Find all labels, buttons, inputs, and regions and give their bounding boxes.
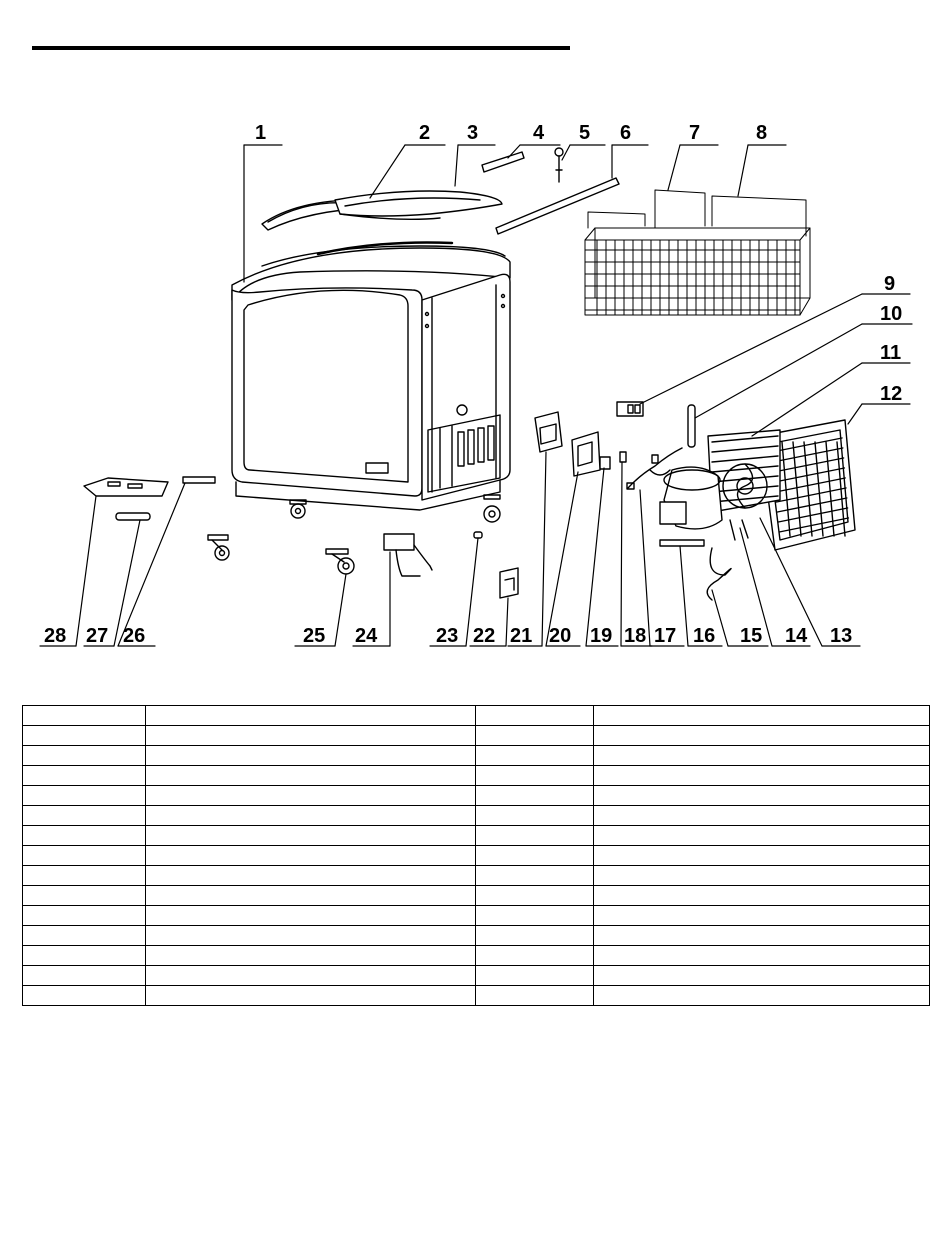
callout-22: 22	[473, 625, 496, 647]
table-cell	[594, 986, 930, 1006]
table-cell	[594, 786, 930, 806]
table-cell	[476, 846, 594, 866]
table-cell	[594, 766, 930, 786]
table-cell	[476, 906, 594, 926]
callout-5: 5	[579, 122, 591, 144]
table-cell	[146, 766, 476, 786]
callout-20: 20	[549, 625, 572, 647]
callout-6: 6	[620, 122, 632, 144]
callout-9: 9	[884, 273, 896, 295]
callout-16: 16	[693, 625, 716, 647]
table-cell	[146, 886, 476, 906]
table-cell	[146, 866, 476, 886]
callout-26: 26	[123, 625, 146, 647]
table-cell	[23, 946, 146, 966]
callout-2: 2	[419, 122, 431, 144]
hinge-bracket	[482, 152, 524, 172]
callout-21: 21	[510, 625, 533, 647]
glass-lids	[262, 191, 502, 230]
mounting-bracket	[572, 432, 600, 476]
table-row	[23, 926, 930, 946]
power-cord	[384, 534, 432, 576]
relay	[620, 452, 626, 462]
table-cell	[23, 866, 146, 886]
table-cell	[594, 946, 930, 966]
table-row	[23, 886, 930, 906]
table-cell	[23, 726, 146, 746]
table-cell	[594, 886, 930, 906]
callout-25: 25	[303, 625, 326, 647]
callout-19: 19	[590, 625, 613, 647]
table-cell	[146, 806, 476, 826]
table-cell	[146, 926, 476, 946]
freezer-cabinet	[232, 242, 510, 522]
foot-rod	[116, 513, 150, 520]
table-cell	[594, 846, 930, 866]
table-cell	[594, 966, 930, 986]
table-cell	[146, 906, 476, 926]
callout-11: 11	[880, 342, 902, 364]
callout-17: 17	[654, 625, 677, 647]
table-cell	[23, 706, 146, 726]
table-cell	[23, 786, 146, 806]
table-cell	[594, 866, 930, 886]
callout-10: 10	[880, 303, 903, 325]
callout-12: 12	[880, 383, 903, 405]
table-cell	[146, 786, 476, 806]
callout-8: 8	[756, 122, 768, 144]
table-row	[23, 966, 930, 986]
sensor-tube	[688, 405, 695, 447]
parts-list-table	[22, 705, 930, 1006]
callout-15: 15	[740, 625, 763, 647]
table-cell	[23, 906, 146, 926]
callout-27: 27	[86, 625, 109, 647]
table-cell	[476, 926, 594, 946]
table-cell	[23, 826, 146, 846]
table-row	[23, 746, 930, 766]
table-row	[23, 906, 930, 926]
loose-caster-1	[208, 535, 229, 560]
table-cell	[594, 826, 930, 846]
small-plug	[474, 532, 482, 538]
table-cell	[146, 746, 476, 766]
table-cell	[476, 886, 594, 906]
callout-4: 4	[533, 122, 545, 144]
table-cell	[146, 846, 476, 866]
callout-13: 13	[830, 625, 853, 647]
table-cell	[594, 806, 930, 826]
table-cell	[594, 906, 930, 926]
table-cell	[476, 766, 594, 786]
table-row	[23, 846, 930, 866]
sliding-rail	[496, 178, 619, 234]
table-cell	[146, 826, 476, 846]
table-cell	[23, 766, 146, 786]
table-row	[23, 766, 930, 786]
table-cell	[146, 946, 476, 966]
callout-24: 24	[355, 625, 378, 647]
electrical-box	[535, 412, 562, 452]
table-cell	[146, 726, 476, 746]
table-cell	[476, 946, 594, 966]
table-cell	[23, 846, 146, 866]
table-cell	[476, 986, 594, 1006]
table-cell	[23, 746, 146, 766]
callout-14: 14	[785, 625, 808, 647]
table-cell	[146, 706, 476, 726]
capacitor	[600, 457, 610, 469]
callout-7: 7	[689, 122, 701, 144]
table-cell	[476, 806, 594, 826]
table-cell	[476, 786, 594, 806]
table-row	[23, 866, 930, 886]
table-row	[23, 806, 930, 826]
table-cell	[23, 986, 146, 1006]
table-row	[23, 726, 930, 746]
table-cell	[23, 806, 146, 826]
callout-23: 23	[436, 625, 459, 647]
handle-strip	[183, 477, 215, 483]
callout-28: 28	[44, 625, 67, 647]
lock-key	[555, 148, 563, 182]
table-cell	[476, 826, 594, 846]
table-row	[23, 826, 930, 846]
table-row	[23, 946, 930, 966]
condenser	[708, 420, 855, 550]
table-row	[23, 986, 930, 1006]
table-cell	[146, 986, 476, 1006]
table-cell	[476, 746, 594, 766]
table-cell	[23, 926, 146, 946]
callout-18: 18	[624, 625, 647, 647]
table-cell	[594, 706, 930, 726]
base-tray	[84, 478, 168, 496]
table-cell	[594, 926, 930, 946]
table-row	[23, 706, 930, 726]
table-cell	[476, 866, 594, 886]
table-cell	[476, 966, 594, 986]
callout-3: 3	[467, 122, 479, 144]
wire-baskets	[585, 190, 810, 315]
table-cell	[23, 886, 146, 906]
loose-caster-2	[326, 549, 354, 574]
table-cell	[23, 966, 146, 986]
table-cell	[476, 726, 594, 746]
table-cell	[594, 726, 930, 746]
switch-plate	[617, 402, 643, 416]
table-row	[23, 786, 930, 806]
callout-1: 1	[255, 122, 267, 144]
table-cell	[594, 746, 930, 766]
drain-cover	[500, 568, 518, 598]
table-cell	[146, 966, 476, 986]
table-cell	[476, 706, 594, 726]
